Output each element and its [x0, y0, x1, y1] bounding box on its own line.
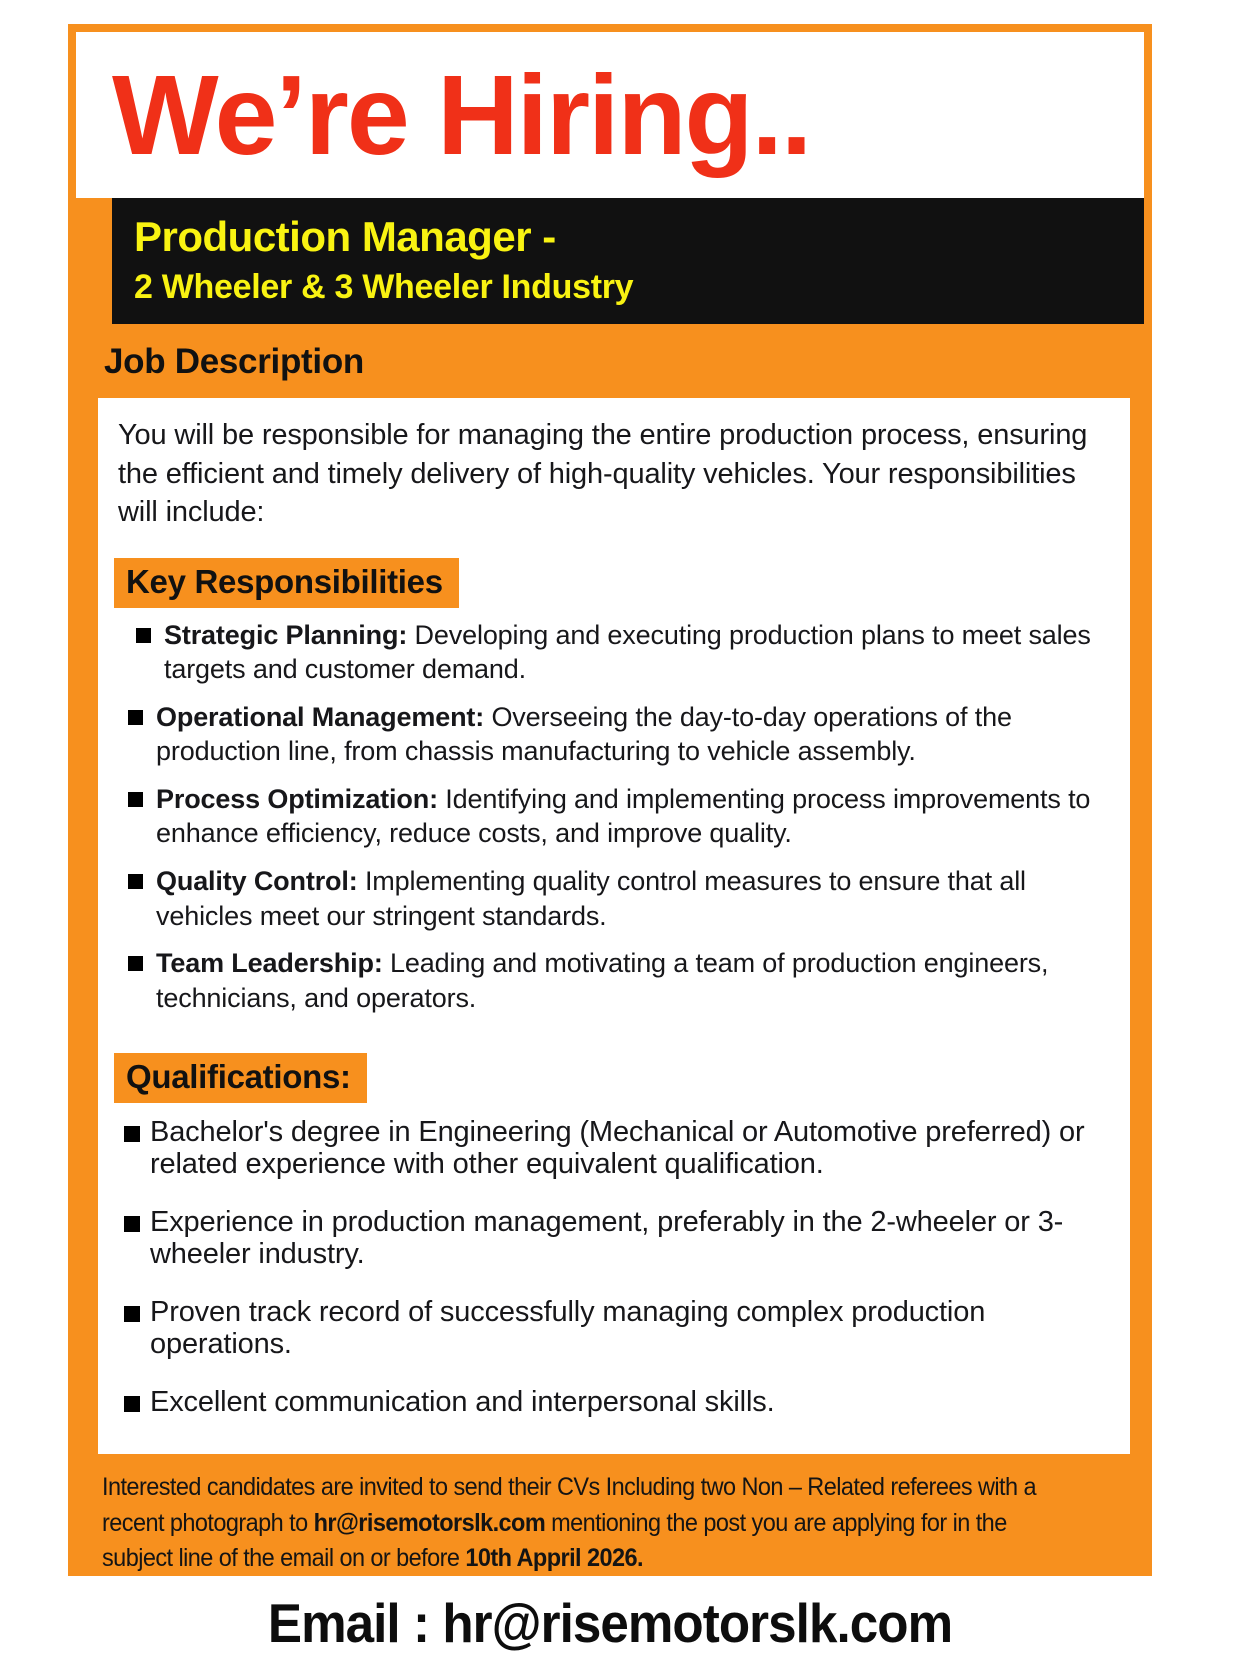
job-description-heading: Job Description — [104, 342, 364, 382]
qualifications-heading-wrap — [114, 1053, 1114, 1103]
bullet-label: Operational Management: — [156, 701, 485, 732]
bullet-label: Quality Control: — [156, 866, 358, 897]
list-item: Bachelor's degree in Engineering (Mechanical or Automotive preferred) or related experience with other equivalent qualification. — [114, 1117, 1114, 1181]
list-item: Proven track record of successfully managing complex production operations. — [114, 1297, 1114, 1361]
list-item — [114, 946, 1114, 1015]
bullet-text: Identifying and implementing process improvements to enhance efficiency, reduce costs, and improve quality. — [156, 783, 1091, 849]
bullet-text: Implementing quality control measures to ensure that all vehicles meet our stringent standards. — [156, 866, 1026, 931]
responsibilities-heading-wrap — [114, 558, 1114, 608]
hiring-headline: We’re Hiring.. — [112, 51, 811, 178]
bullet-label: Strategic Planning: — [164, 619, 408, 650]
application-instructions — [102, 1470, 1057, 1577]
hiring-banner — [76, 32, 1144, 198]
bullet-text: Leading and motivating a team of production engineers, technicians, and operators. — [156, 948, 1049, 1013]
job-title-bar — [112, 198, 1144, 324]
job-poster — [68, 24, 1152, 1654]
list-item — [114, 864, 1114, 933]
bullet-label: Process Optimization: — [156, 783, 438, 814]
list-item — [114, 782, 1114, 851]
bullet-label: Team Leadership: — [156, 948, 383, 979]
job-title-secondary: 2 Wheeler & 3 Wheeler Industry — [134, 267, 634, 306]
qualifications-heading: Qualifications: — [114, 1053, 367, 1103]
instructions-part-two: mentioning the post you are applying for in the subject line of the email on or before — [102, 1508, 1007, 1573]
contact-email-line[interactable]: Email : hr@risemotorslk.com — [267, 1591, 953, 1654]
list-item: Experience in production management, preferably in the 2-wheeler or 3-wheeler industry. — [114, 1207, 1114, 1271]
job-description-band — [76, 324, 1144, 398]
instructions-part-one: Interested candidates are invited to send their CVs Including two Non – Related referees with a recent photograph to — [102, 1473, 1036, 1537]
contact-email-inline[interactable]: hr@risemotorslk.com — [313, 1508, 546, 1537]
responsibilities-heading: Key Responsibilities — [114, 558, 459, 608]
job-description-intro: You will be responsible for managing the entire production process, ensuring the efficient and timely delivery of high-quality vehicles. Your responsibilities will include: — [118, 419, 1088, 529]
application-deadline: 10th Appril 2026. — [465, 1544, 643, 1573]
list-item — [114, 700, 1114, 769]
qualifications-list — [114, 1117, 1114, 1418]
content-sheet — [98, 398, 1130, 1454]
job-title-primary: Production Manager - — [134, 213, 556, 260]
responsibilities-list — [114, 618, 1114, 1015]
list-item: Excellent communication and interpersonal skills. — [114, 1387, 1114, 1419]
application-footer — [76, 1454, 1144, 1677]
bullet-text: Overseeing the day-to-day operations of the production line, from chassis manufacturing to vehicle assembly. — [156, 701, 1012, 767]
list-item — [114, 618, 1114, 687]
bullet-text: Developing and executing production plans to meet sales targets and customer demand. — [164, 619, 1091, 685]
